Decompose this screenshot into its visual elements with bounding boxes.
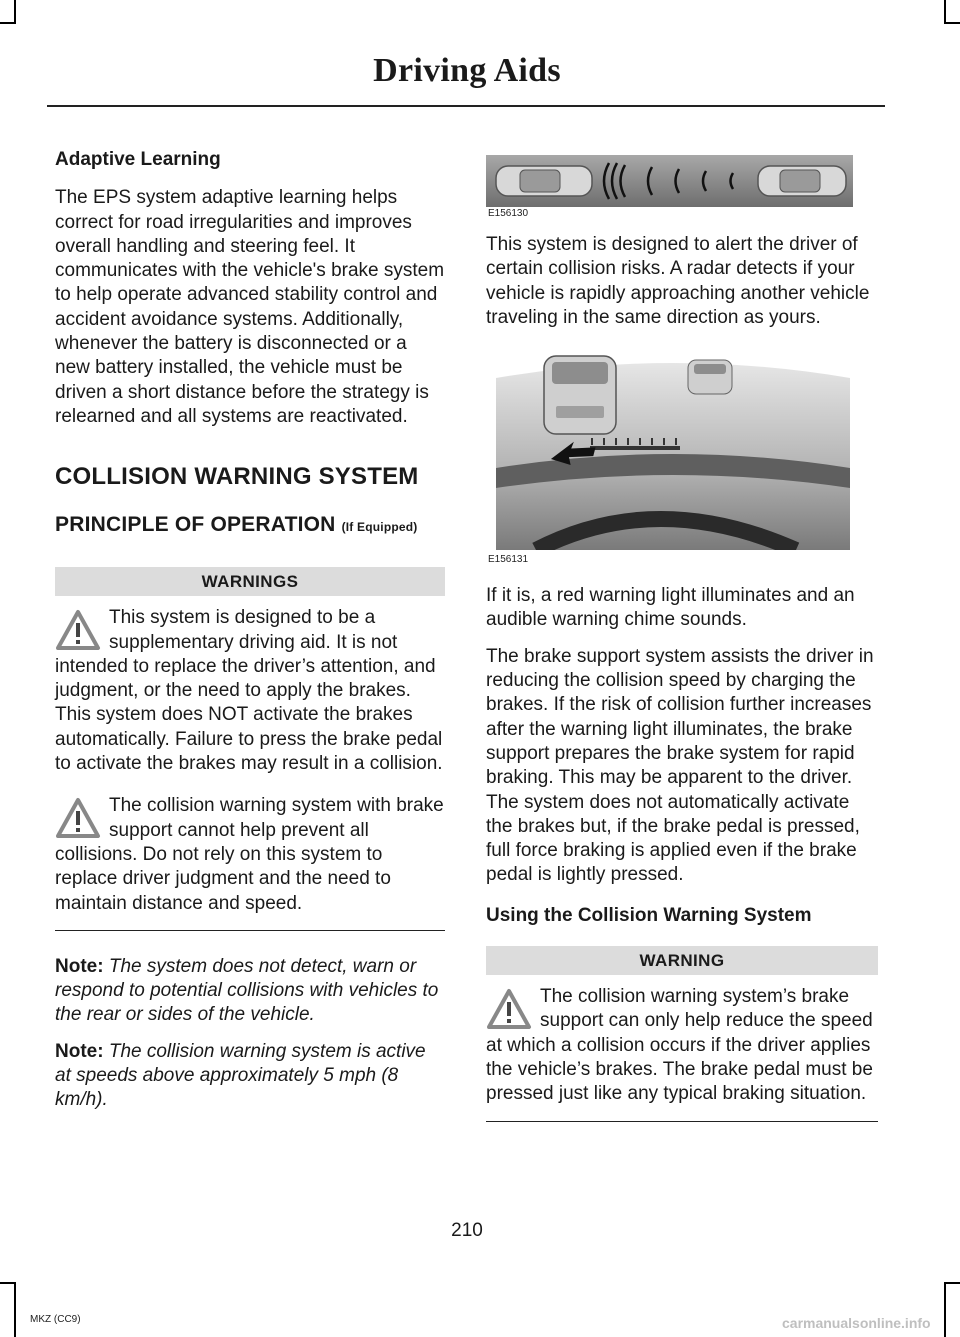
figure-label: E156131 [488, 554, 529, 566]
note-label: Note: [55, 955, 104, 977]
note-text-2: The collision warning system is active at speeds above approximately 5 mph (8 km/h). [55, 1040, 426, 1111]
warning-item [55, 606, 445, 776]
note-1 [55, 955, 445, 1028]
figure-label: E156130 [488, 208, 529, 219]
warning-light-paragraph: If it is, a red warning light illuminates and an audible warning chime sounds. [486, 585, 855, 631]
warnings-header: WARNINGS [55, 567, 445, 596]
header-rule [47, 105, 885, 107]
figure-radar-cars [486, 155, 878, 227]
warnings-end-rule [55, 930, 445, 931]
note-text-1: The system does not detect, warn or respond to potential collisions with vehicles to the rear or sides of the vehicle. [55, 955, 439, 1026]
section-heading: COLLISION WARNING SYSTEM [55, 463, 419, 491]
page-header [0, 52, 934, 90]
adaptive-learning-heading: Adaptive Learning [55, 149, 221, 170]
warning-item [55, 794, 445, 915]
crop-mark-top-right-v [944, 0, 946, 24]
page-title: Driving Aids [373, 52, 561, 89]
principle-suffix: (If Equipped) [341, 520, 418, 535]
figure-dashboard-warning [486, 348, 878, 580]
warning-text-2: The collision warning system with brake support cannot help prevent all collisions. Do not rely on this system to replace driver judgment and the need to maintain distance and speed. [55, 795, 444, 914]
right-column [486, 155, 878, 1146]
crop-mark-bottom-left-h [0, 1282, 16, 1284]
adaptive-learning-body: The EPS system adaptive learning helps correct for road irregularities and improves overall handling and steering feel. It communicates with the vehicle's brake system to help operate advanced stability control and accident avoidance systems. Additionally, whenever the battery is disconnected or a new battery installed, the vehicle must be driven a short distance before the strategy is relearned and all systems are reactivated. [55, 187, 445, 427]
crop-mark-top-left-h [0, 22, 16, 24]
left-column [55, 148, 445, 1125]
warning-triangle-icon [55, 796, 101, 842]
warning-text-1: This system is designed to be a supplementary driving aid. It is not intended to replace the driver’s attention, and judgment, or the need to apply the brakes. This system does NOT activate the brakes automatically. Failure to press the brake pedal to activate the brakes may result in a collision. [55, 607, 443, 775]
warning-triangle-icon [486, 987, 532, 1033]
page-number: 210 [451, 1220, 483, 1241]
warning-item [486, 985, 878, 1106]
crop-mark-top-right-h [944, 22, 960, 24]
brake-support-paragraph: The brake support system assists the driver in reducing the collision speed by charging the brakes. If the risk of collision further increases after the warning light illuminates, the brake support prepares the brake system for rapid braking. This may be apparent to the driver. The system does not automatically activate the brakes but, if the brake pedal is pressed, full force braking is applied even if the brake pedal is lightly pressed. [486, 645, 874, 886]
radar-cars-illustration [486, 155, 853, 207]
dashboard-warning-illustration [496, 348, 850, 550]
watermark: carmanualsonline.info [782, 1315, 931, 1331]
crop-mark-top-left-v [14, 0, 16, 24]
warning-text-3: The collision warning system’s brake support can only help reduce the speed at which a collision occurs if the driver applies the vehicle’s brakes. The brake pedal must be pressed just like any typical braking situation. [486, 986, 873, 1105]
warning-end-rule [486, 1121, 878, 1122]
crop-mark-bottom-right-h [944, 1282, 960, 1284]
model-label: MKZ (CC9) [30, 1314, 81, 1325]
warning-triangle-icon [55, 608, 101, 654]
radar-paragraph: This system is designed to alert the driver of certain collision risks. A radar detects if your vehicle is rapidly approaching another vehicle traveling in the same direction as yours. [486, 234, 870, 328]
using-heading: Using the Collision Warning System [486, 904, 812, 926]
note-2 [55, 1040, 445, 1113]
note-label: Note: [55, 1040, 104, 1062]
principle-heading [55, 513, 445, 537]
crop-mark-bottom-left-v [14, 1282, 16, 1337]
principle-title: PRINCIPLE OF OPERATION [55, 513, 336, 537]
warning-header: WARNING [486, 946, 878, 975]
crop-mark-bottom-right-v [944, 1282, 946, 1337]
